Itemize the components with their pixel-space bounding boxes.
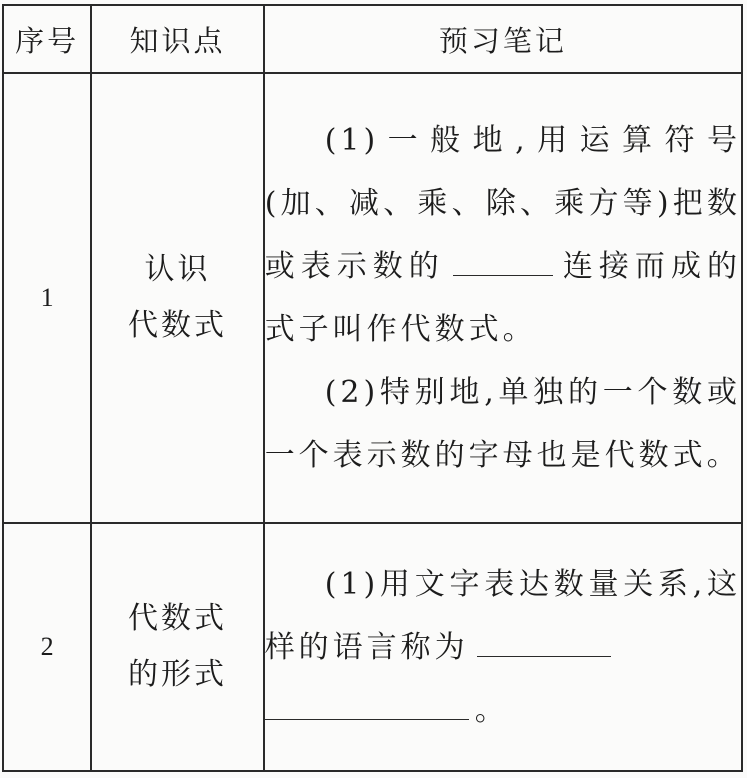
knowledge-point-line: 的形式 bbox=[127, 657, 227, 692]
fill-in-blank[interactable] bbox=[265, 689, 469, 720]
note-text: 连接而成的式子叫作代数式。 bbox=[264, 249, 741, 347]
notes-cell bbox=[264, 73, 742, 523]
table-header-row bbox=[3, 5, 742, 73]
notes-cell bbox=[264, 523, 742, 771]
row-number: 1 bbox=[3, 73, 91, 523]
header-serial-number: 序号 bbox=[3, 5, 91, 73]
note-paragraph bbox=[265, 109, 741, 361]
header-knowledge-point: 知识点 bbox=[91, 5, 263, 73]
header-preview-notes: 预习笔记 bbox=[264, 5, 742, 73]
note-text: 。 bbox=[474, 692, 509, 728]
knowledge-point-line: 代数式 bbox=[127, 601, 227, 636]
knowledge-point-cell bbox=[91, 523, 263, 771]
table-row bbox=[3, 73, 742, 523]
knowledge-point-line: 认识 bbox=[144, 252, 211, 287]
fill-in-blank[interactable] bbox=[453, 245, 553, 276]
note-text: (1)用文字表达数量关系,这样的语言称为 bbox=[264, 566, 741, 665]
note-paragraph: (2)特别地,单独的一个数或一个表示数的字母也是代数式。 bbox=[264, 375, 741, 473]
preview-notes-table bbox=[2, 4, 743, 772]
table-row bbox=[3, 523, 742, 771]
note-paragraph bbox=[265, 553, 741, 742]
row-number: 2 bbox=[3, 523, 91, 771]
note-text: (1)一般地,用运算符号(加、减、乘、除、乘方等)把数或表示数的 bbox=[264, 123, 741, 284]
knowledge-point-cell bbox=[91, 73, 263, 523]
fill-in-blank[interactable] bbox=[477, 626, 611, 657]
knowledge-point-line: 代数式 bbox=[127, 308, 227, 343]
